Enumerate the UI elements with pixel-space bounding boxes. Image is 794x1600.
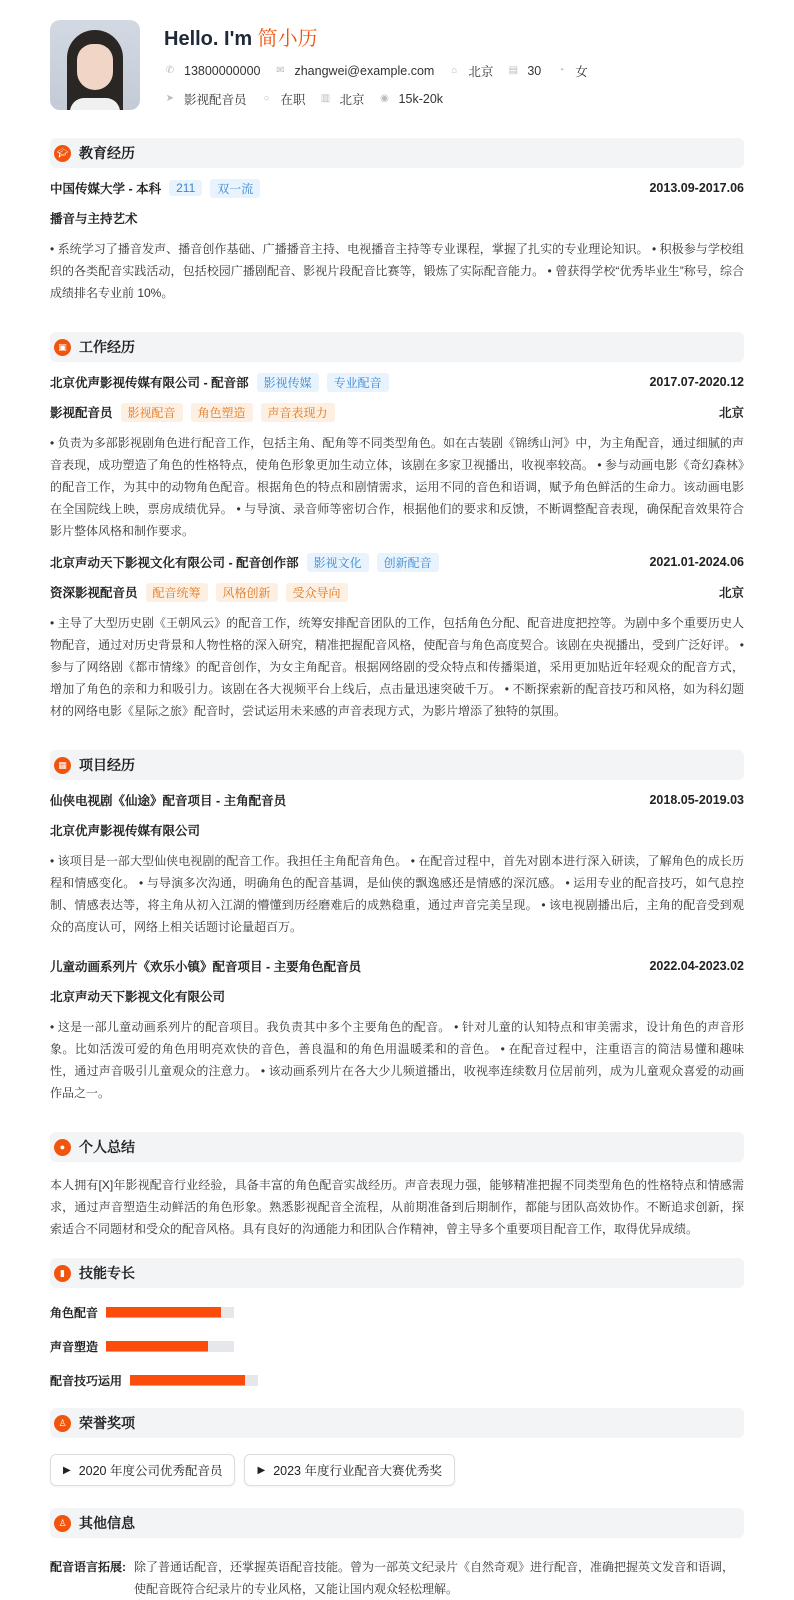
profile-header (50, 20, 744, 110)
email: zhangwei@example.com (294, 64, 435, 78)
tag: 受众导向 (286, 583, 348, 602)
graduation-cap-icon: 🎓︎ (54, 145, 71, 162)
major: 播音与主持艺术 (50, 212, 138, 226)
award-item[interactable]: ▶ 2023 年度行业配音大赛优秀奖 (244, 1454, 454, 1486)
section-awards: ♙ 荣誉奖项 (50, 1408, 744, 1438)
skill-bar-fill (106, 1341, 208, 1352)
section-education: 🎓︎ 教育经历 (50, 138, 744, 168)
company: 北京优声影视传媒有限公司 - 配音部 (50, 376, 249, 390)
role: 影视配音员 (50, 406, 113, 420)
skill-item (50, 1302, 403, 1322)
gender-icon: ◔ (558, 65, 565, 76)
position: 影视配音员 (184, 93, 247, 107)
description: • 系统学习了播音发声、播音创作基础、广播播音主持、电视播音主持等专业课程，掌握了扎实的专业理论知识。 • 积极参与学校组织的各类配音实践活动，包括校园广播剧配音、影视片段配音比赛等，锻炼了实际配音能力。 • 曾获得学校“优秀毕业生”称号，综合成绩排名专业前 10%。 (50, 242, 744, 300)
tag: 声音表现力 (261, 403, 335, 422)
award-item[interactable]: ▶ 2020 年度公司优秀配音员 (50, 1454, 235, 1486)
skill-bar (106, 1307, 234, 1318)
phone-icon: ✆ (165, 65, 175, 76)
briefcase-icon: ▣ (54, 339, 71, 356)
role: 资深影视配音员 (50, 586, 138, 600)
company: 北京优声影视传媒有限公司 (50, 824, 201, 838)
award-icon: ♙ (54, 1515, 71, 1532)
user-icon: ● (54, 1139, 71, 1156)
summary-text: 本人拥有[X]年影视配音行业经验，具备丰富的角色配音实战经历。声音表现力强，能够精准把握不同类型角色的性格特点和情感需求，通过声音塑造生动鲜活的角色形象。熟悉影视配音全流程，从前期准备到后期制作，都能与团队高效协作。不断追求创新，探索适合不同题材和受众的配音风格。具有良好的沟通能力和团队合作精神，曾主导多个重要项目配音工作，取得优异成绩。 (50, 1178, 744, 1236)
skill-item (50, 1370, 403, 1390)
project-title: 仙侠电视剧《仙途》配音项目 - 主角配音员 (50, 794, 287, 808)
tag: 专业配音 (327, 373, 389, 392)
education-entry (50, 178, 744, 304)
description: • 主导了大型历史剧《王朝风云》的配音工作，统筹安排配音团队的工作，包括角色分配、配音进度把控等。为剧中多个重要历史人物配音，通过对历史背景和人物性格的深入研究，精准把握配音风格，使配音与角色高度契合。该剧在央视播出，受到广泛好评。 • 参与了网络剧《都市情缘》的配音创作，为女主角配音。根据网络剧的受众特点和传播渠道，采用更加贴近年轻观众的配音方式，增加了角色的亲和力和吸引力。该剧在各大视频平台上线后，点击量迅速突破千万。 • 不断探索新的配音技巧和风格，如为科幻题材的网络电影《星际之旅》配音时，尝试运用未来感的声音表现方式，为影片增添了独特的氛围。 (50, 616, 744, 718)
tag: 风格创新 (216, 583, 278, 602)
play-icon: ▶ (257, 1464, 266, 1476)
award-icon: ♙ (54, 1415, 71, 1432)
project-title: 儿童动画系列片《欢乐小镇》配音项目 - 主要角色配音员 (50, 960, 362, 974)
page-title: Hello. I'm 简小历 (164, 28, 318, 50)
skill-name: 声音塑造 (50, 1339, 99, 1354)
mail-icon: ✉ (276, 65, 285, 76)
home-icon: ⌂ (451, 65, 458, 76)
skill-item (50, 1336, 403, 1356)
date: 2017.07-2020.12 (649, 375, 744, 389)
age: 30 (527, 64, 542, 78)
description: • 这是一部儿童动画系列片的配音项目。我负责其中多个主要角色的配音。 • 针对儿童的认知特点和审美需求，设计角色的声音形象。比如活泼可爱的角色用明亮欢快的音色，善良温和的角色用温暖柔和的音色。 • 在配音过程中，注重语言的简洁易懂和趣味性，通过声音吸引儿童观众的注意力。 • 该动画系列片在各大少儿频道播出，收视率连续数月位居前列，成为儿童观众喜爱的动画作品之一。 (50, 1020, 744, 1100)
bar-chart-icon: ▮ (54, 1265, 71, 1282)
skill-bar (130, 1375, 258, 1386)
grid-icon: ▦ (54, 757, 71, 774)
date: 2021.01-2024.06 (649, 555, 744, 569)
send-icon: ➤ (165, 93, 175, 104)
tag: 影视传媒 (257, 373, 319, 392)
salary: 15k-20k (398, 92, 444, 106)
work-entry (50, 552, 744, 722)
building-icon: ▥ (320, 93, 331, 104)
gender: 女 (575, 65, 588, 79)
school: 中国传媒大学 - 本科 (50, 182, 162, 196)
section-skills: ▮ 技能专长 (50, 1258, 744, 1288)
play-icon: ▶ (63, 1464, 71, 1476)
tag: 影视文化 (307, 553, 369, 572)
skill-bar-fill (130, 1375, 245, 1386)
company: 北京声动天下影视文化有限公司 - 配音创作部 (50, 556, 299, 570)
tag: 创新配音 (377, 553, 439, 572)
work-entry (50, 372, 744, 542)
skill-bar-fill (106, 1307, 221, 1318)
age-icon: ▤ (508, 65, 519, 76)
location: 北京 (468, 65, 494, 79)
date: 2018.05-2019.03 (649, 793, 744, 807)
tag: 双一流 (210, 179, 260, 198)
city: 北京 (718, 586, 744, 600)
project-entry (50, 790, 744, 938)
skill-name: 配音技巧运用 (50, 1373, 123, 1388)
city: 北京 (718, 406, 744, 420)
section-summary: ● 个人总结 (50, 1132, 744, 1162)
candidate-name: 简小历 (257, 28, 318, 50)
section-other: ♙ 其他信息 (50, 1508, 744, 1538)
project-entry (50, 956, 744, 1104)
status-icon: ○ (263, 93, 270, 104)
status: 在职 (280, 93, 306, 107)
skill-bar (106, 1341, 234, 1352)
date: 2013.09-2017.06 (649, 181, 744, 195)
section-projects: ▦ 项目经历 (50, 750, 744, 780)
date: 2022.04-2023.02 (649, 959, 744, 973)
description: • 该项目是一部大型仙侠电视剧的配音工作。我担任主角配音角色。 • 在配音过程中，首先对剧本进行深入研读，了解角色的成长历程和情感变化。 • 与导演多次沟通，明确角色的配音基调，是仙侠的飘逸感还是情感的深沉感。 • 运用专业的配音技巧，如气息控制、情感表达等，将主角从初入江湖的懵懂到历经磨难后的成熟稳重，通过声音完美呈现。 • 该电视剧播出后，主角的配音受到观众的高度认可，网络上相关话题讨论量超百万。 (50, 854, 744, 934)
tag: 角色塑造 (191, 403, 253, 422)
tag: 配音统筹 (146, 583, 208, 602)
description: • 负责为多部影视剧角色进行配音工作，包括主角、配角等不同类型角色。如在古装剧《锦绣山河》中，为主角配音，通过细腻的声音表现，成功塑造了角色的性格特点，使角色形象更加生动立体，该剧在多家卫视播出，收视率较高。 • 参与动画电影《奇幻森林》的配音工作，为其中的动物角色配音。根据角色的特点和剧情需求，运用不同的音色和语调，赋予角色鲜活的生命力。该动画电影在全国院线上映，票房成绩优异。 • 与导演、录音师等密切合作，根据他们的要求和反馈，不断调整配音表现，确保配音效果符合影片整体风格和制作要求。 (50, 436, 744, 538)
avatar (50, 20, 140, 110)
company: 北京声动天下影视文化有限公司 (50, 990, 226, 1004)
phone: 13800000000 (184, 64, 261, 78)
tag: 影视配音 (121, 403, 183, 422)
other-info-item: 配音语言拓展: 除了普通话配音，还掌握英语配音技能。曾为一部英文纪录片《自然奇观》进行配音，准确把握英文发音和语调，使配音既符合纪录片的专业风格，又能让国内观众轻松理解。 (50, 1560, 735, 1596)
tag: 211 (169, 180, 202, 196)
city: 北京 (339, 93, 365, 107)
skill-name: 角色配音 (50, 1305, 99, 1320)
salary-icon: ◉ (380, 93, 389, 104)
section-work: ▣ 工作经历 (50, 332, 744, 362)
